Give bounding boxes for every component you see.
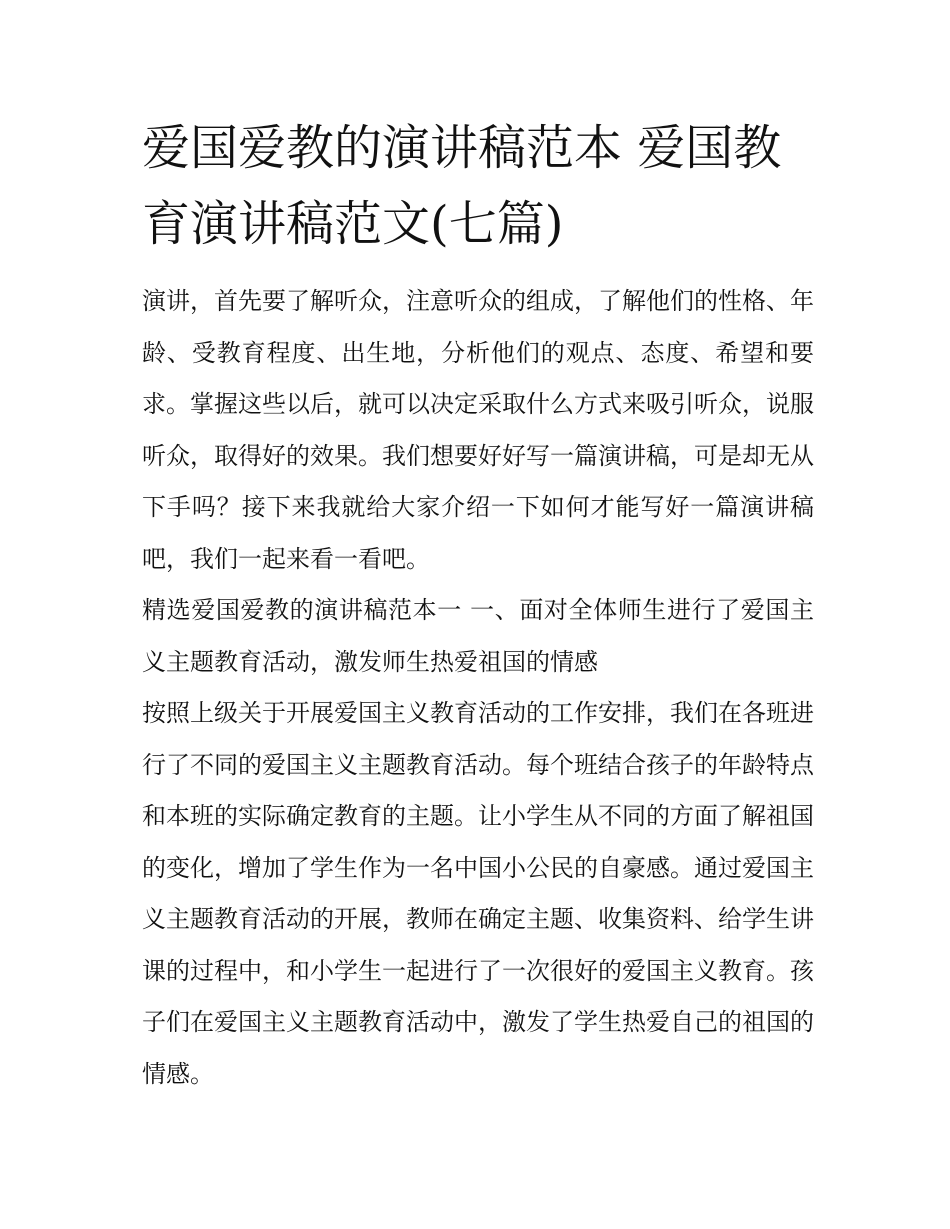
section-heading-paragraph: 精选爱国爱教的演讲稿范本一 一、面对全体师生进行了爱国主义主题教育活动，激发师生热爱祖国的情感 — [142, 596, 814, 676]
document-title: 爱国爱教的演讲稿范本 爱国教育演讲稿范文(七篇) — [142, 120, 782, 252]
intro-paragraph: 演讲，首先要了解听众，注意听众的组成，了解他们的性格、年龄、受教育程度、出生地，分析他们的观点、态度、希望和要求。掌握这些以后，就可以决定采取什么方式来吸引听众，说服听众，取得好的效果。我们想要好好写一篇演讲稿，可是却无从下手吗？接下来我就给大家介绍一下如何才能写好一篇演讲稿吧，我们一起来看一看吧。 — [142, 287, 814, 573]
body-paragraph: 按照上级关于开展爱国主义教育活动的工作安排，我们在各班进行了不同的爱国主义主题教育活动。每个班结合孩子的年龄特点和本班的实际确定教育的主题。让小学生从不同的方面了解祖国的变化，增加了学生作为一名中国小公民的自豪感。通过爱国主义主题教育活动的开展，教师在确定主题、收集资料、给学生讲课的过程中，和小学生一起进行了一次很好的爱国主义教育。孩子们在爱国主义主题教育活动中，激发了学生热爱自己的祖国的情感。 — [142, 699, 814, 1088]
